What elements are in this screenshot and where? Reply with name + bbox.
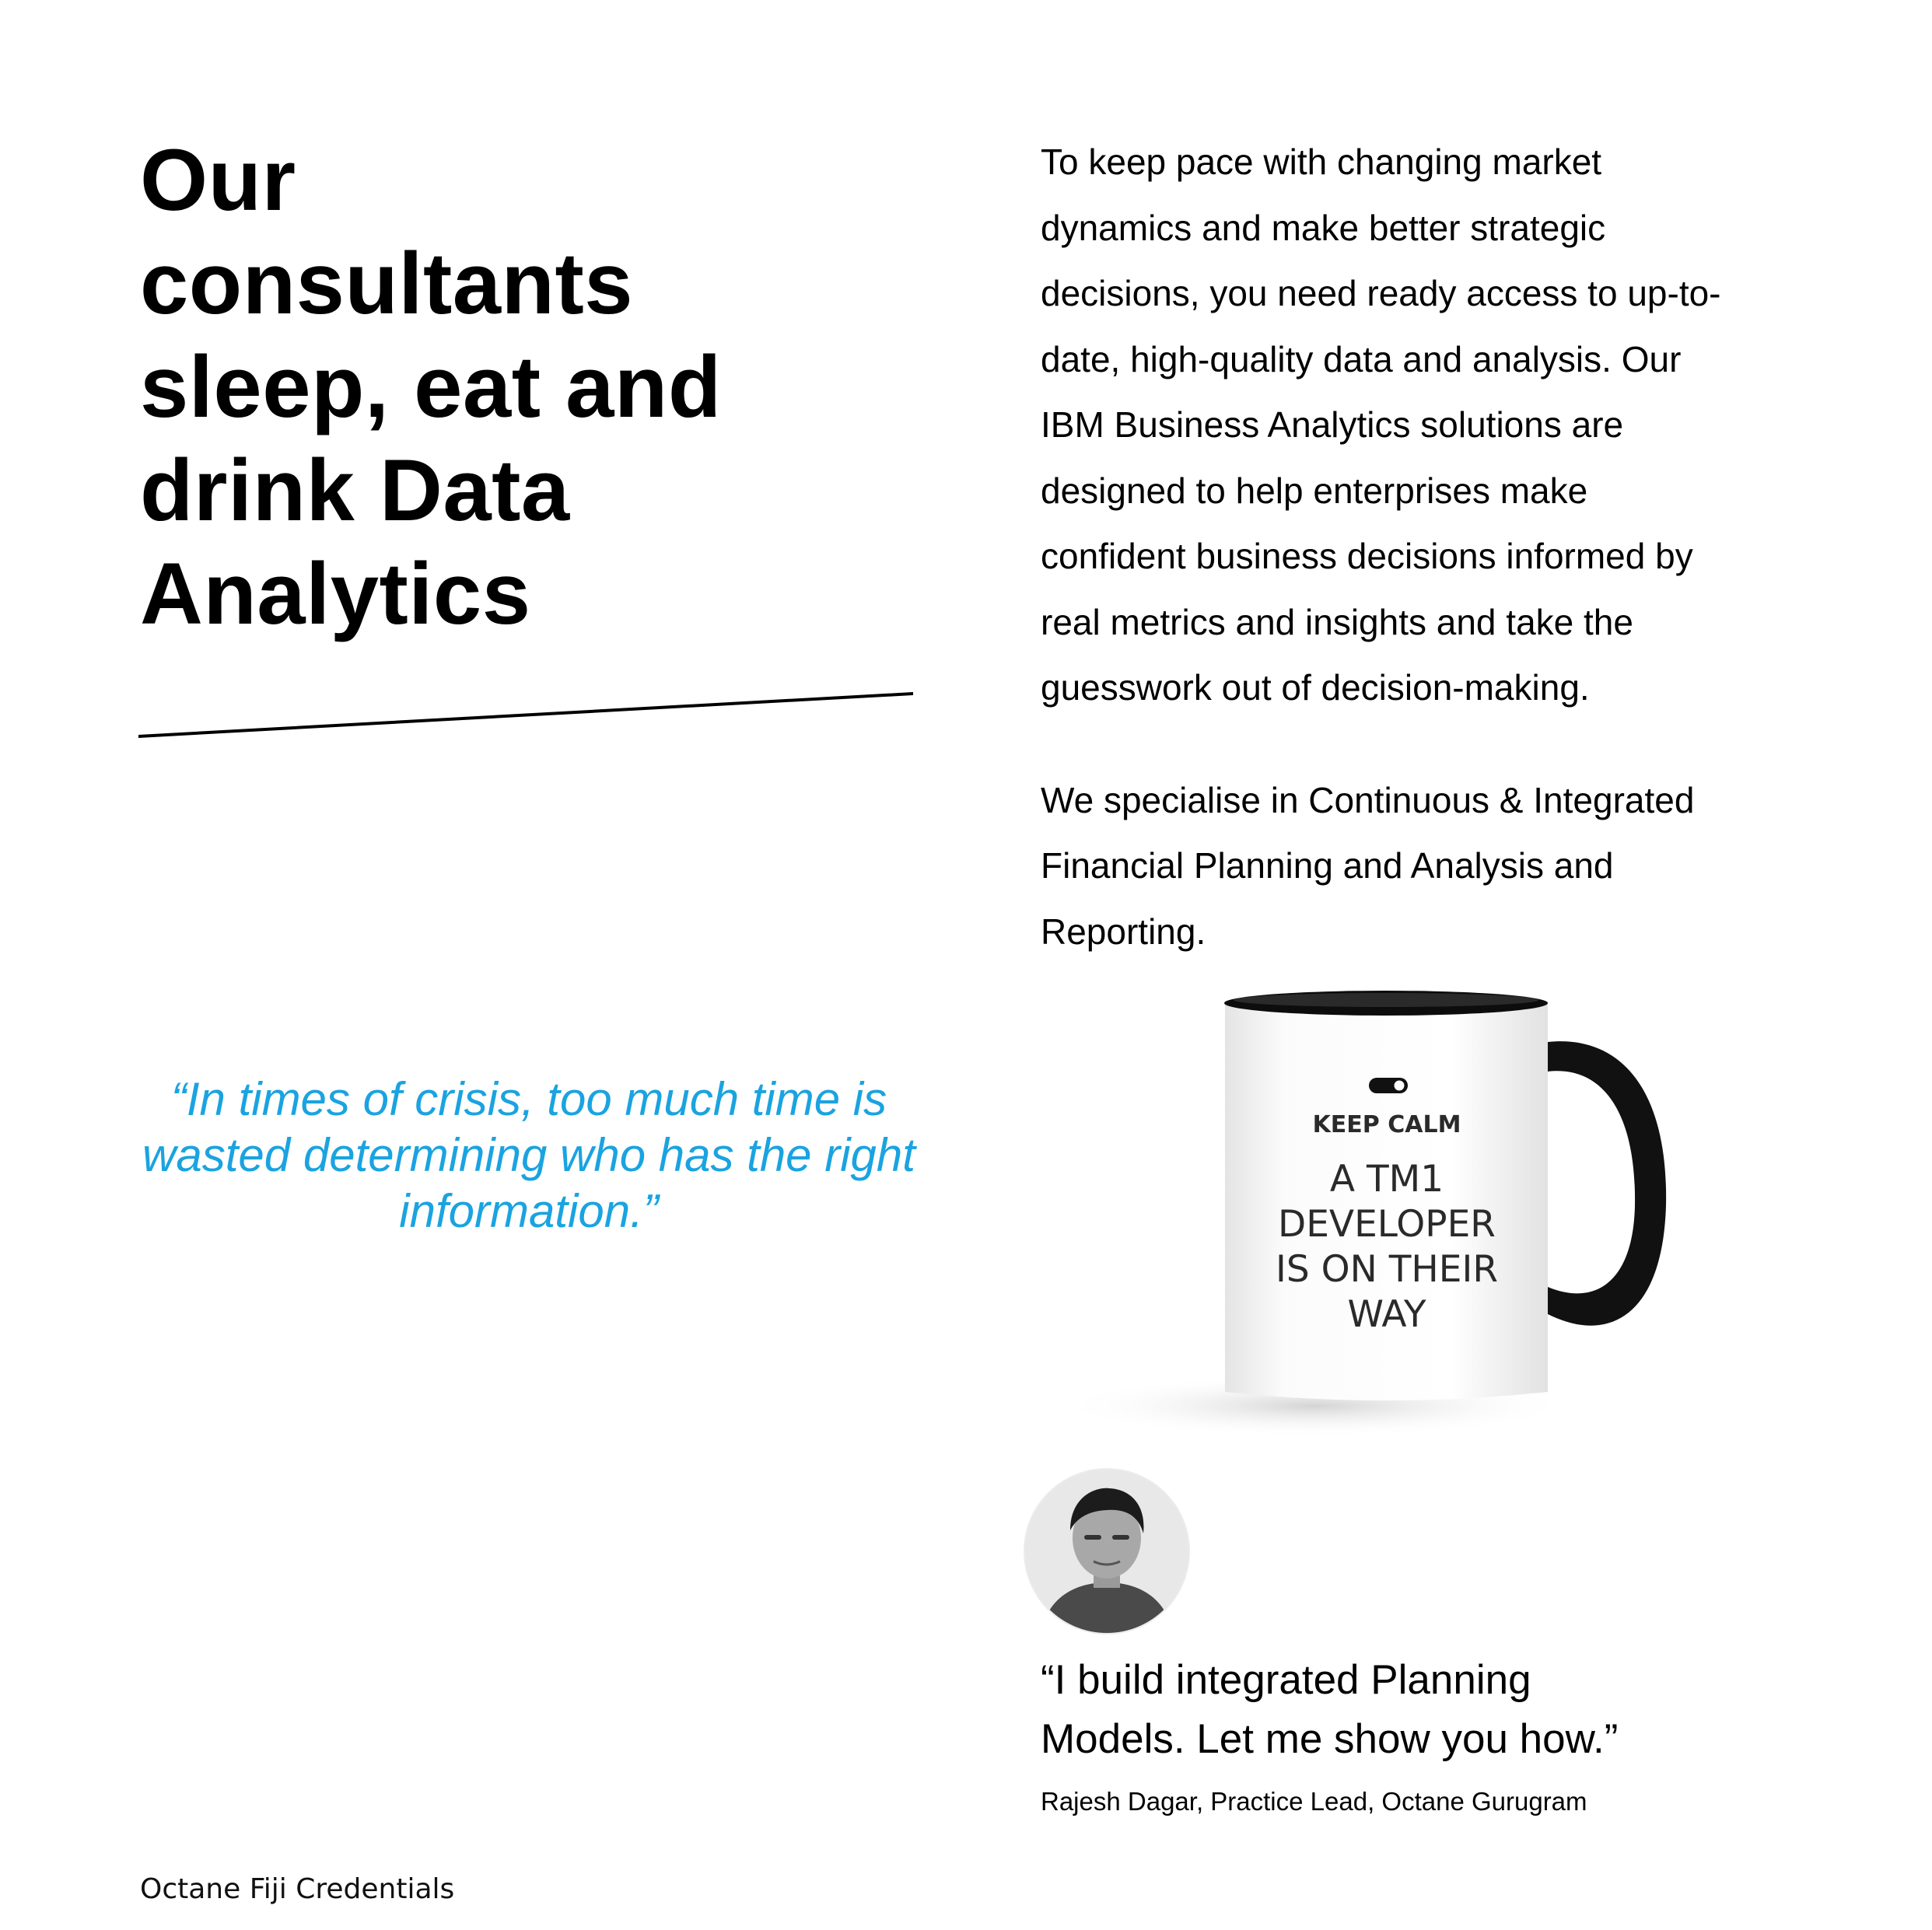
- heading-line: consultants: [140, 235, 634, 332]
- avatar-portrait: [1025, 1470, 1188, 1633]
- body-line: decisions, you need ready access to up-to-: [1041, 273, 1721, 313]
- testimonial-line: “I build integrated Planning: [1041, 1657, 1531, 1703]
- body-paragraph-specialisation: [1041, 767, 1865, 965]
- mug-body: [1225, 1002, 1548, 1400]
- pull-quote-line: “In times of crisis, too much time is: [170, 1073, 887, 1125]
- body-line: date, high-quality data and analysis. Our: [1041, 338, 1682, 379]
- body-line: We specialise in Continuous & Integrated: [1041, 779, 1695, 820]
- mug-handle: [1548, 1041, 1666, 1326]
- mug-line: WAY: [1347, 1293, 1426, 1336]
- body-line: guesswork out of decision-making.: [1041, 667, 1590, 708]
- avatar: [1025, 1470, 1188, 1633]
- page-heading: [140, 128, 918, 645]
- heading-divider: [138, 688, 913, 743]
- testimonial-attribution: Rajesh Dagar, Practice Lead, Octane Gurugram: [1041, 1787, 1587, 1816]
- mug-line: DEVELOPER: [1278, 1203, 1496, 1246]
- mug-line: IS ON THEIR: [1276, 1248, 1498, 1291]
- body-line: Financial Planning and Analysis and: [1041, 845, 1614, 886]
- testimonial-line: Models. Let me show you how.”: [1041, 1716, 1619, 1762]
- heading-line: drink Data: [140, 442, 570, 539]
- body-line: confident business decisions informed by: [1041, 536, 1693, 576]
- body-line: real metrics and insights and take the: [1041, 601, 1633, 642]
- pull-quote: [101, 1072, 957, 1239]
- pull-quote-line: information.”: [399, 1185, 659, 1237]
- body-line: IBM Business Analytics solutions are: [1041, 404, 1624, 445]
- body-paragraph-intro: [1041, 129, 1865, 721]
- testimonial-quote: [1041, 1651, 1896, 1769]
- body-line: designed to help enterprises make: [1041, 470, 1588, 511]
- heading-line: Analytics: [140, 545, 531, 642]
- mug-line: A TM1: [1329, 1158, 1444, 1201]
- pull-quote-line: wasted determining who has the right: [142, 1129, 915, 1181]
- body-text: [1041, 129, 1865, 964]
- heading-line: sleep, eat and: [140, 338, 722, 435]
- page-footer: Octane Fiji Credentials: [140, 1873, 455, 1905]
- body-line: dynamics and make better strategic: [1041, 207, 1606, 248]
- mug-image: [1081, 980, 1711, 1446]
- body-line: To keep pace with changing market: [1041, 142, 1602, 182]
- body-line: Reporting.: [1041, 911, 1206, 952]
- mug-caption: KEEP CALM: [1312, 1111, 1461, 1138]
- heading-line: Our: [140, 131, 296, 229]
